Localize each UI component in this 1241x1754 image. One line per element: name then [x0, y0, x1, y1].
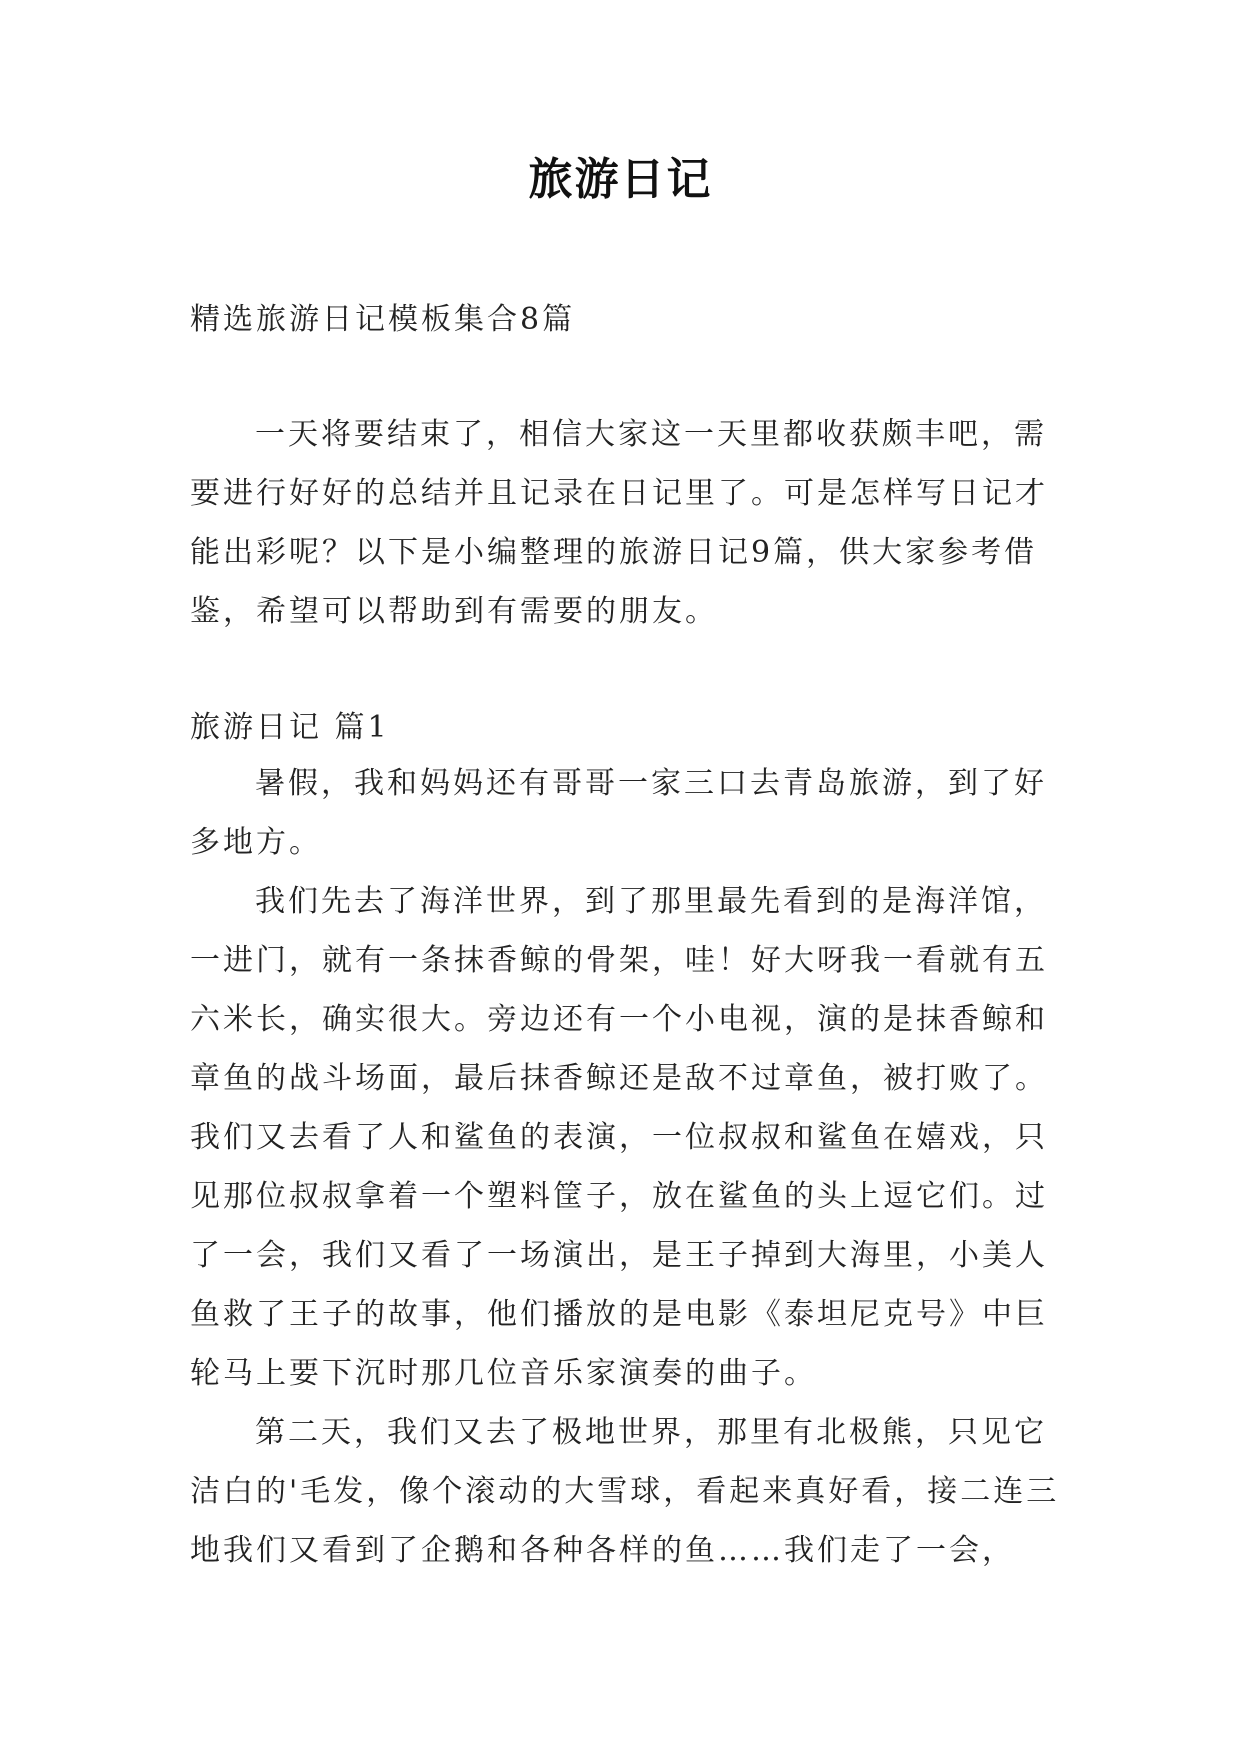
intro-paragraph: 一天将要结束了，相信大家这一天里都收获颇丰吧，需要进行好好的总结并且记录在日记里了。可是怎样写日记才能出彩呢？以下是小编整理的旅游日记9篇，供大家参考借鉴，希望可以帮助到有需要的朋友。: [190, 417, 1048, 629]
body-paragraph-3: 第二天，我们又去了极地世界，那里有北极熊，只见它洁白的'毛发，像个滚动的大雪球，看起来真好看，接二连三地我们又看到了企鹅和各种各样的鱼……我们走了一会，: [190, 1415, 1060, 1568]
body-paragraph-1: 暑假，我和妈妈还有哥哥一家三口去青岛旅游，到了好多地方。: [190, 766, 1047, 860]
section-heading: 旅游日记 篇1: [190, 710, 390, 745]
body-paragraph-2: 我们先去了海洋世界，到了那里最先看到的是海洋馆，一进门，就有一条抹香鲸的骨架，哇！好大呀我一看就有五六米长，确实很大。旁边还有一个小电视，演的是抹香鲸和章鱼的战斗场面，最后抹香鲸还是敌不过章鱼，被打败了。我们又去看了人和鲨鱼的表演，一位叔叔和鲨鱼在嬉戏，只见那位叔叔拿着一个塑料筐子，放在鲨鱼的头上逗它们。过了一会，我们又看了一场演出，是王子掉到大海里，小美人鱼救了王子的故事，他们播放的是电影《泰坦尼克号》中巨轮马上要下沉时那几位音乐家演奏的曲子。: [190, 884, 1048, 1391]
document-title: 旅游日记: [528, 154, 713, 205]
document-subtitle: 精选旅游日记模板集合8篇: [190, 302, 576, 337]
section-body: [190, 754, 1070, 1580]
